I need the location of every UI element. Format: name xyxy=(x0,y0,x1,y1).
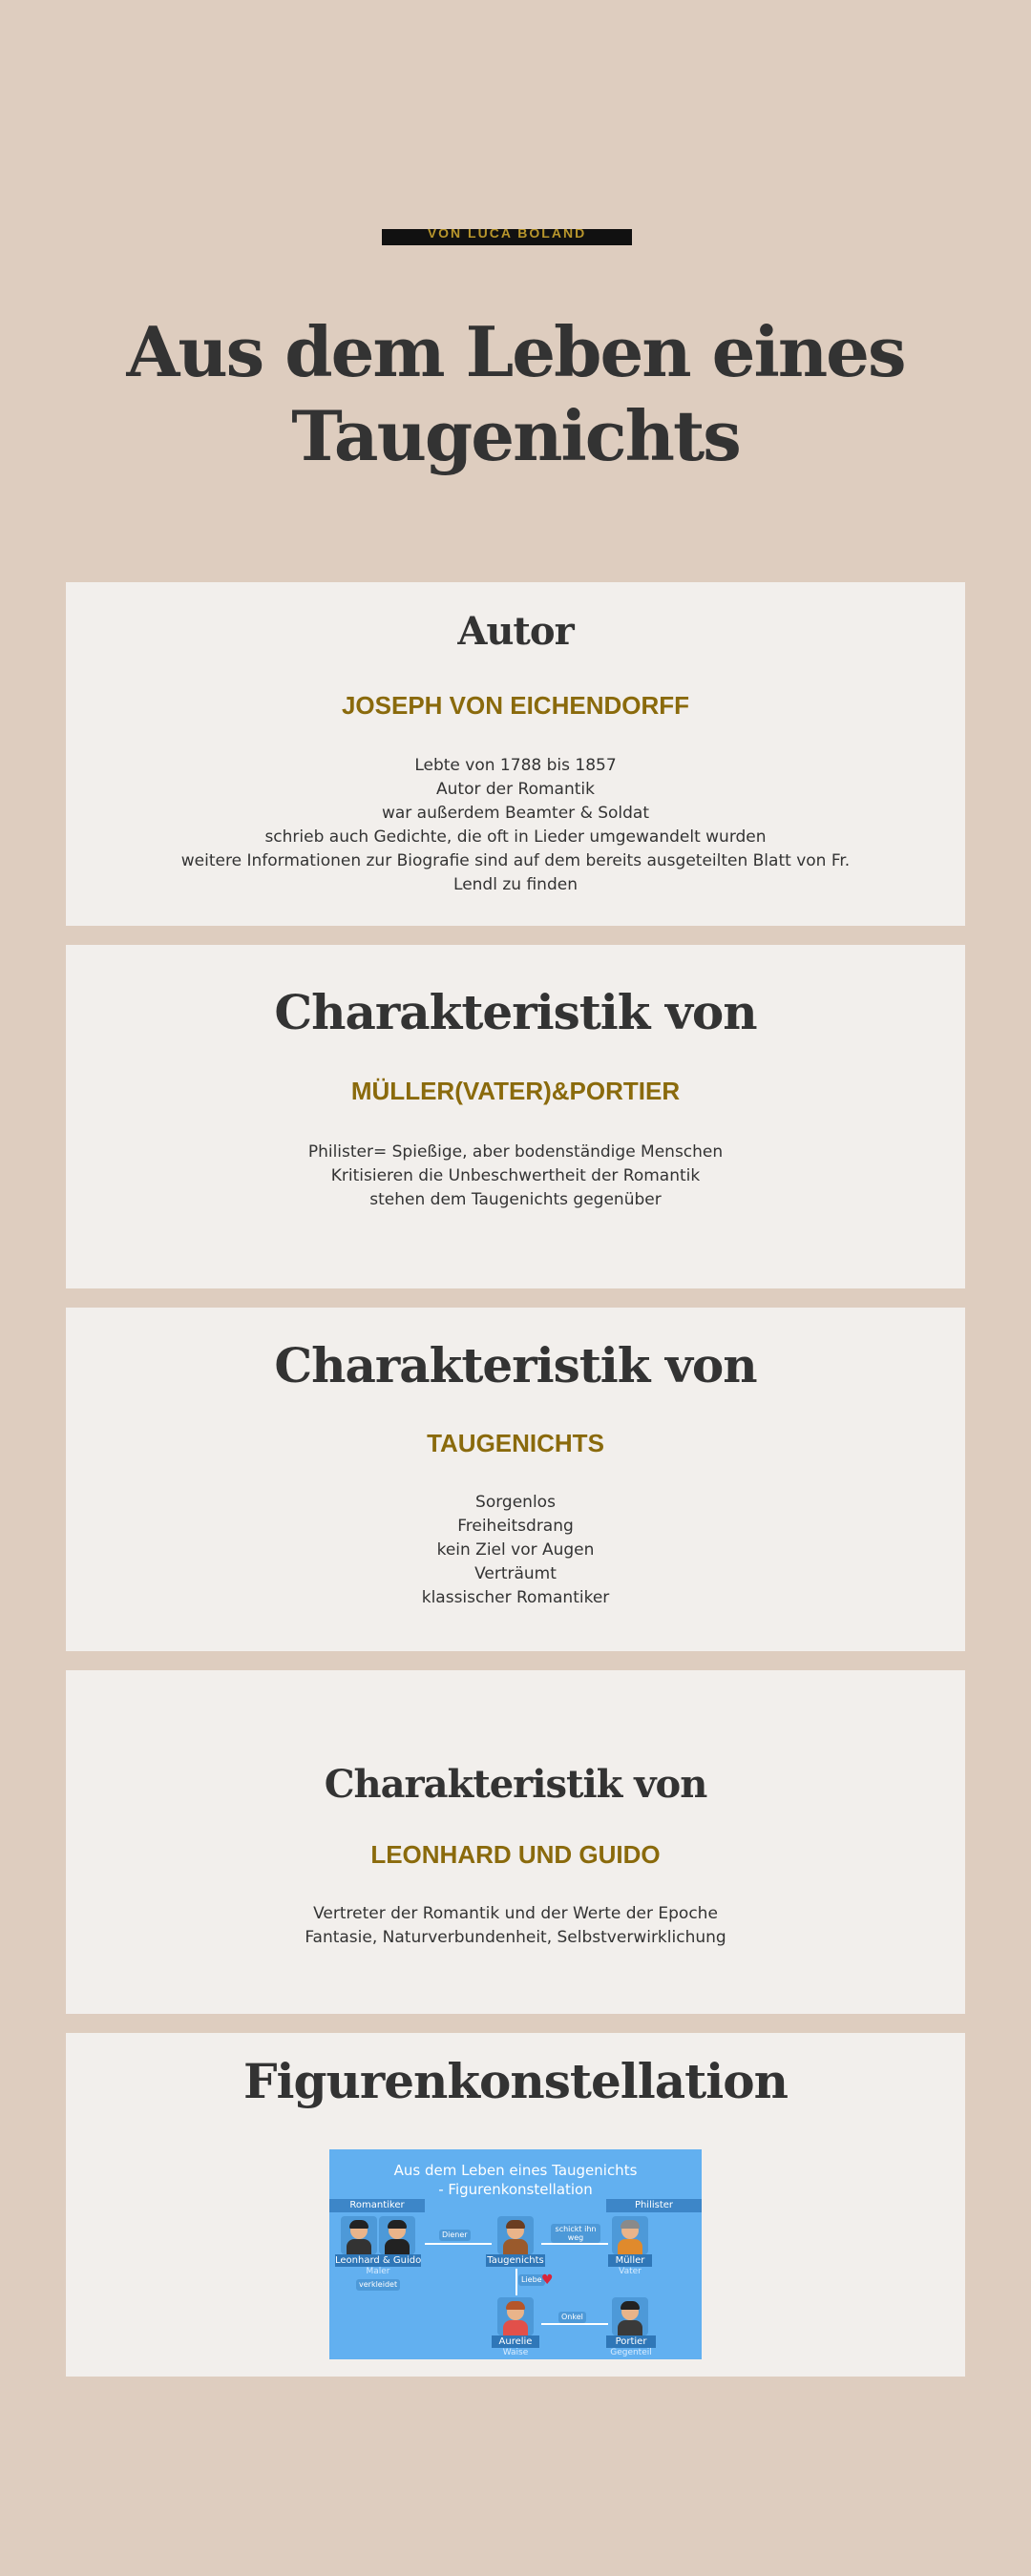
taugenichts-avatar xyxy=(497,2216,534,2254)
relation-schickt-weg: schickt ihn weg xyxy=(551,2224,600,2243)
aurelie-avatar xyxy=(497,2297,534,2335)
card-taugenichts xyxy=(66,1308,965,1651)
leonhard-guido-label: Leonhard & Guido xyxy=(335,2255,422,2266)
mueller-label: Müller xyxy=(608,2254,652,2267)
diagram-title: Aus dem Leben eines Taugenichts - Figurenkonstellation xyxy=(393,2162,638,2198)
figurenkonstellation-diagram xyxy=(329,2149,702,2359)
relation-liebe: Liebe xyxy=(518,2274,545,2286)
leonhard-guido-role: Maler xyxy=(366,2267,390,2276)
card-body: Lebte von 1788 bis 1857 Autor der Romantik war außerdem Beamter & Soldat schrieb auch Gedichte, die oft in Lieder umgewandelt wurden weitere Informationen zur Biografie sind auf dem bereits ausgeteilten Blatt von Fr. Lendl zu finden xyxy=(180,756,851,894)
portier-avatar xyxy=(612,2297,648,2335)
arrow-onkel xyxy=(541,2323,608,2325)
card-subheading: JOSEPH VON EICHENDORFF xyxy=(341,691,690,720)
arrow-diener xyxy=(425,2243,492,2245)
card-heading: Charakteristik von xyxy=(324,1762,707,1807)
card-heading: Figurenkonstellation xyxy=(243,2053,788,2109)
aurelie-role: Waise xyxy=(502,2348,529,2357)
card-heading: Charakteristik von xyxy=(274,984,757,1040)
group-label-philister: Philister xyxy=(606,2199,702,2212)
portier-label: Portier xyxy=(606,2335,656,2348)
page-title xyxy=(0,310,1031,478)
card-heading: Charakteristik von xyxy=(274,1337,757,1393)
mueller-role: Vater xyxy=(619,2267,642,2276)
relation-verkleidet: verkleidet xyxy=(356,2279,400,2291)
card-body: Vertreter der Romantik und der Werte der Epoche Fantasie, Naturverbundenheit, Selbstverwirklichung xyxy=(305,1904,726,1947)
card-heading: Autor xyxy=(457,609,574,654)
card-author xyxy=(66,582,965,926)
card-subheading: TAUGENICHTS xyxy=(427,1429,604,1457)
portier-role: Gegenteil xyxy=(610,2348,652,2357)
page-title-line-2: Taugenichts xyxy=(291,395,740,476)
relation-diener: Diener xyxy=(439,2230,471,2241)
card-subheading: MÜLLER(VATER)&PORTIER xyxy=(350,1077,681,1105)
card-subheading: LEONHARD UND GUIDO xyxy=(370,1840,661,1869)
card-body: Philister= Spießige, aber bodenständige Menschen Kritisieren die Unbeschwertheit der Romantik stehen dem Taugenichts gegenüber xyxy=(307,1142,724,1209)
relation-onkel: Onkel xyxy=(558,2312,586,2323)
guido-avatar xyxy=(379,2216,415,2254)
card-mueller-portier xyxy=(66,945,965,1288)
author-byline: VON LUCA BOLAND xyxy=(382,229,632,245)
arrow-liebe xyxy=(516,2269,517,2295)
taugenichts-label: Taugenichts xyxy=(487,2255,544,2266)
page-title-line-1: Aus dem Leben eines xyxy=(126,311,905,392)
group-label-romantiker: Romantiker xyxy=(329,2199,425,2212)
leonhard-avatar xyxy=(341,2216,377,2254)
heart-icon: ♥ xyxy=(541,2272,554,2288)
arrow-schickt-weg xyxy=(541,2243,608,2245)
card-leonhard-guido xyxy=(66,1670,965,2014)
card-body: Sorgenlos Freiheitsdrang kein Ziel vor Augen Verträumt klassischer Romantiker xyxy=(421,1493,610,1607)
aurelie-label: Aurelie xyxy=(492,2335,539,2348)
mueller-avatar xyxy=(612,2216,648,2254)
